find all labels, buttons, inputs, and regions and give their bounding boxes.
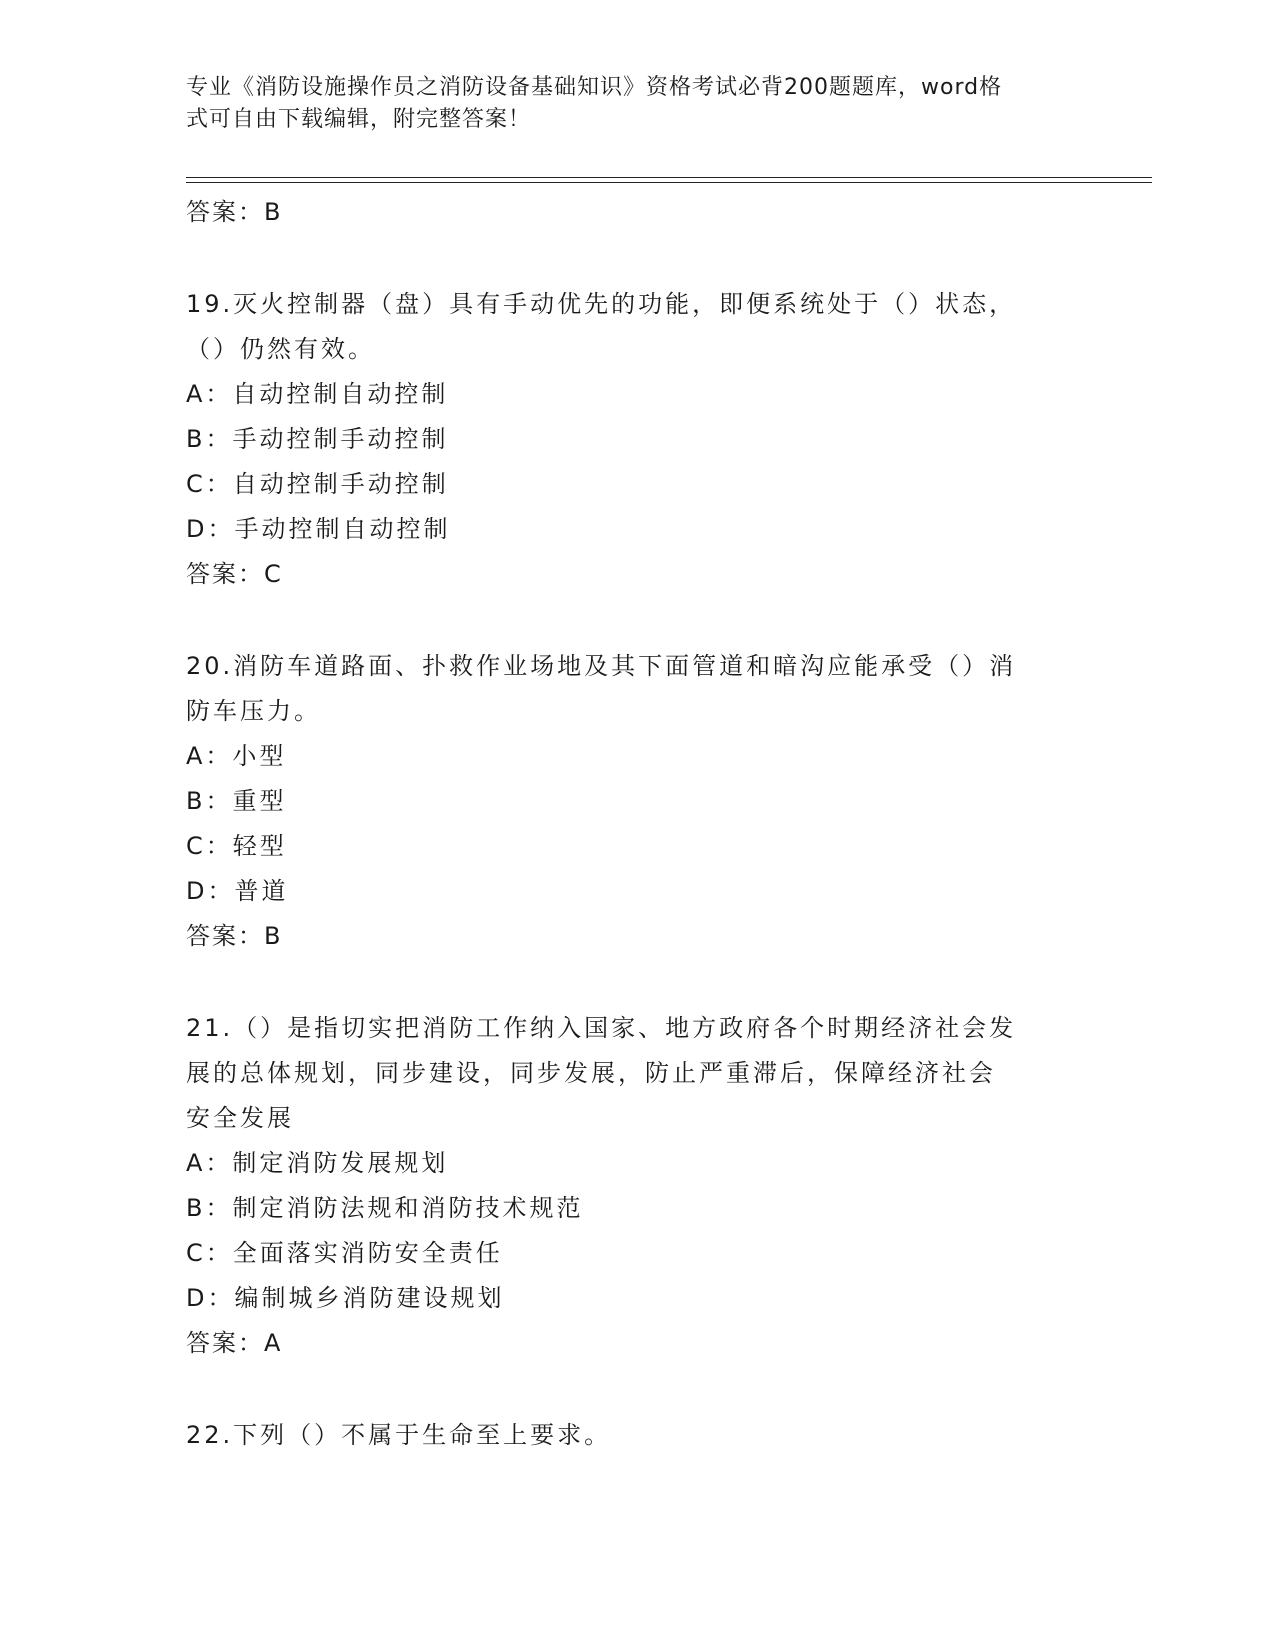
question-20	[186, 644, 1086, 959]
question-19	[186, 282, 1086, 597]
option-c: C：轻型	[186, 832, 287, 860]
question-stem-line: 19.灭火控制器（盘）具有手动优先的功能，即便系统处于（）状态，	[186, 290, 1017, 318]
question-stem-line: 防车压力。	[186, 697, 321, 725]
question-22	[186, 1413, 1086, 1458]
option-b: B：制定消防法规和消防技术规范	[186, 1194, 584, 1222]
option-a: A：自动控制自动控制	[186, 380, 449, 408]
option-b: B：重型	[186, 787, 287, 815]
option-a: A：制定消防发展规划	[186, 1149, 449, 1177]
header-line-2: 式可自由下载编辑，附完整答案！	[186, 107, 532, 132]
option-d: D：编制城乡消防建设规划	[186, 1284, 505, 1312]
answer: 答案：B	[186, 922, 283, 950]
spacer	[186, 1366, 1086, 1413]
answer: 答案：A	[186, 1329, 283, 1357]
header-divider-bottom	[186, 182, 1152, 183]
option-c: C：全面落实消防安全责任	[186, 1239, 503, 1267]
header-line-1: 专业《消防设施操作员之消防设备基础知识》资格考试必背200题题库，word格	[186, 75, 1003, 100]
question-stem-line: 20.消防车道路面、扑救作业场地及其下面管道和暗沟应能承受（）消	[186, 652, 1017, 680]
answer: 答案：C	[186, 560, 283, 588]
question-stem-line: 展的总体规划，同步建设，同步发展，防止严重滞后，保障经济社会	[186, 1059, 996, 1087]
spacer	[186, 235, 1086, 282]
header-divider-top	[186, 177, 1152, 178]
option-d: D：普道	[186, 877, 289, 905]
document-header	[186, 72, 1066, 136]
option-d: D：手动控制自动控制	[186, 515, 451, 543]
question-stem-line: （）仍然有效。	[186, 335, 375, 363]
option-b: B：手动控制手动控制	[186, 425, 449, 453]
question-21	[186, 1006, 1086, 1366]
question-stem-line: 21.（）是指切实把消防工作纳入国家、地方政府各个时期经济社会发	[186, 1014, 1017, 1042]
option-a: A：小型	[186, 742, 287, 770]
question-stem-line: 安全发展	[186, 1104, 294, 1132]
previous-answer: 答案：B	[186, 198, 283, 226]
option-c: C：自动控制手动控制	[186, 470, 449, 498]
spacer	[186, 597, 1086, 644]
question-list	[186, 190, 1086, 1458]
spacer	[186, 959, 1086, 1006]
question-stem-line: 22.下列（）不属于生命至上要求。	[186, 1421, 612, 1449]
